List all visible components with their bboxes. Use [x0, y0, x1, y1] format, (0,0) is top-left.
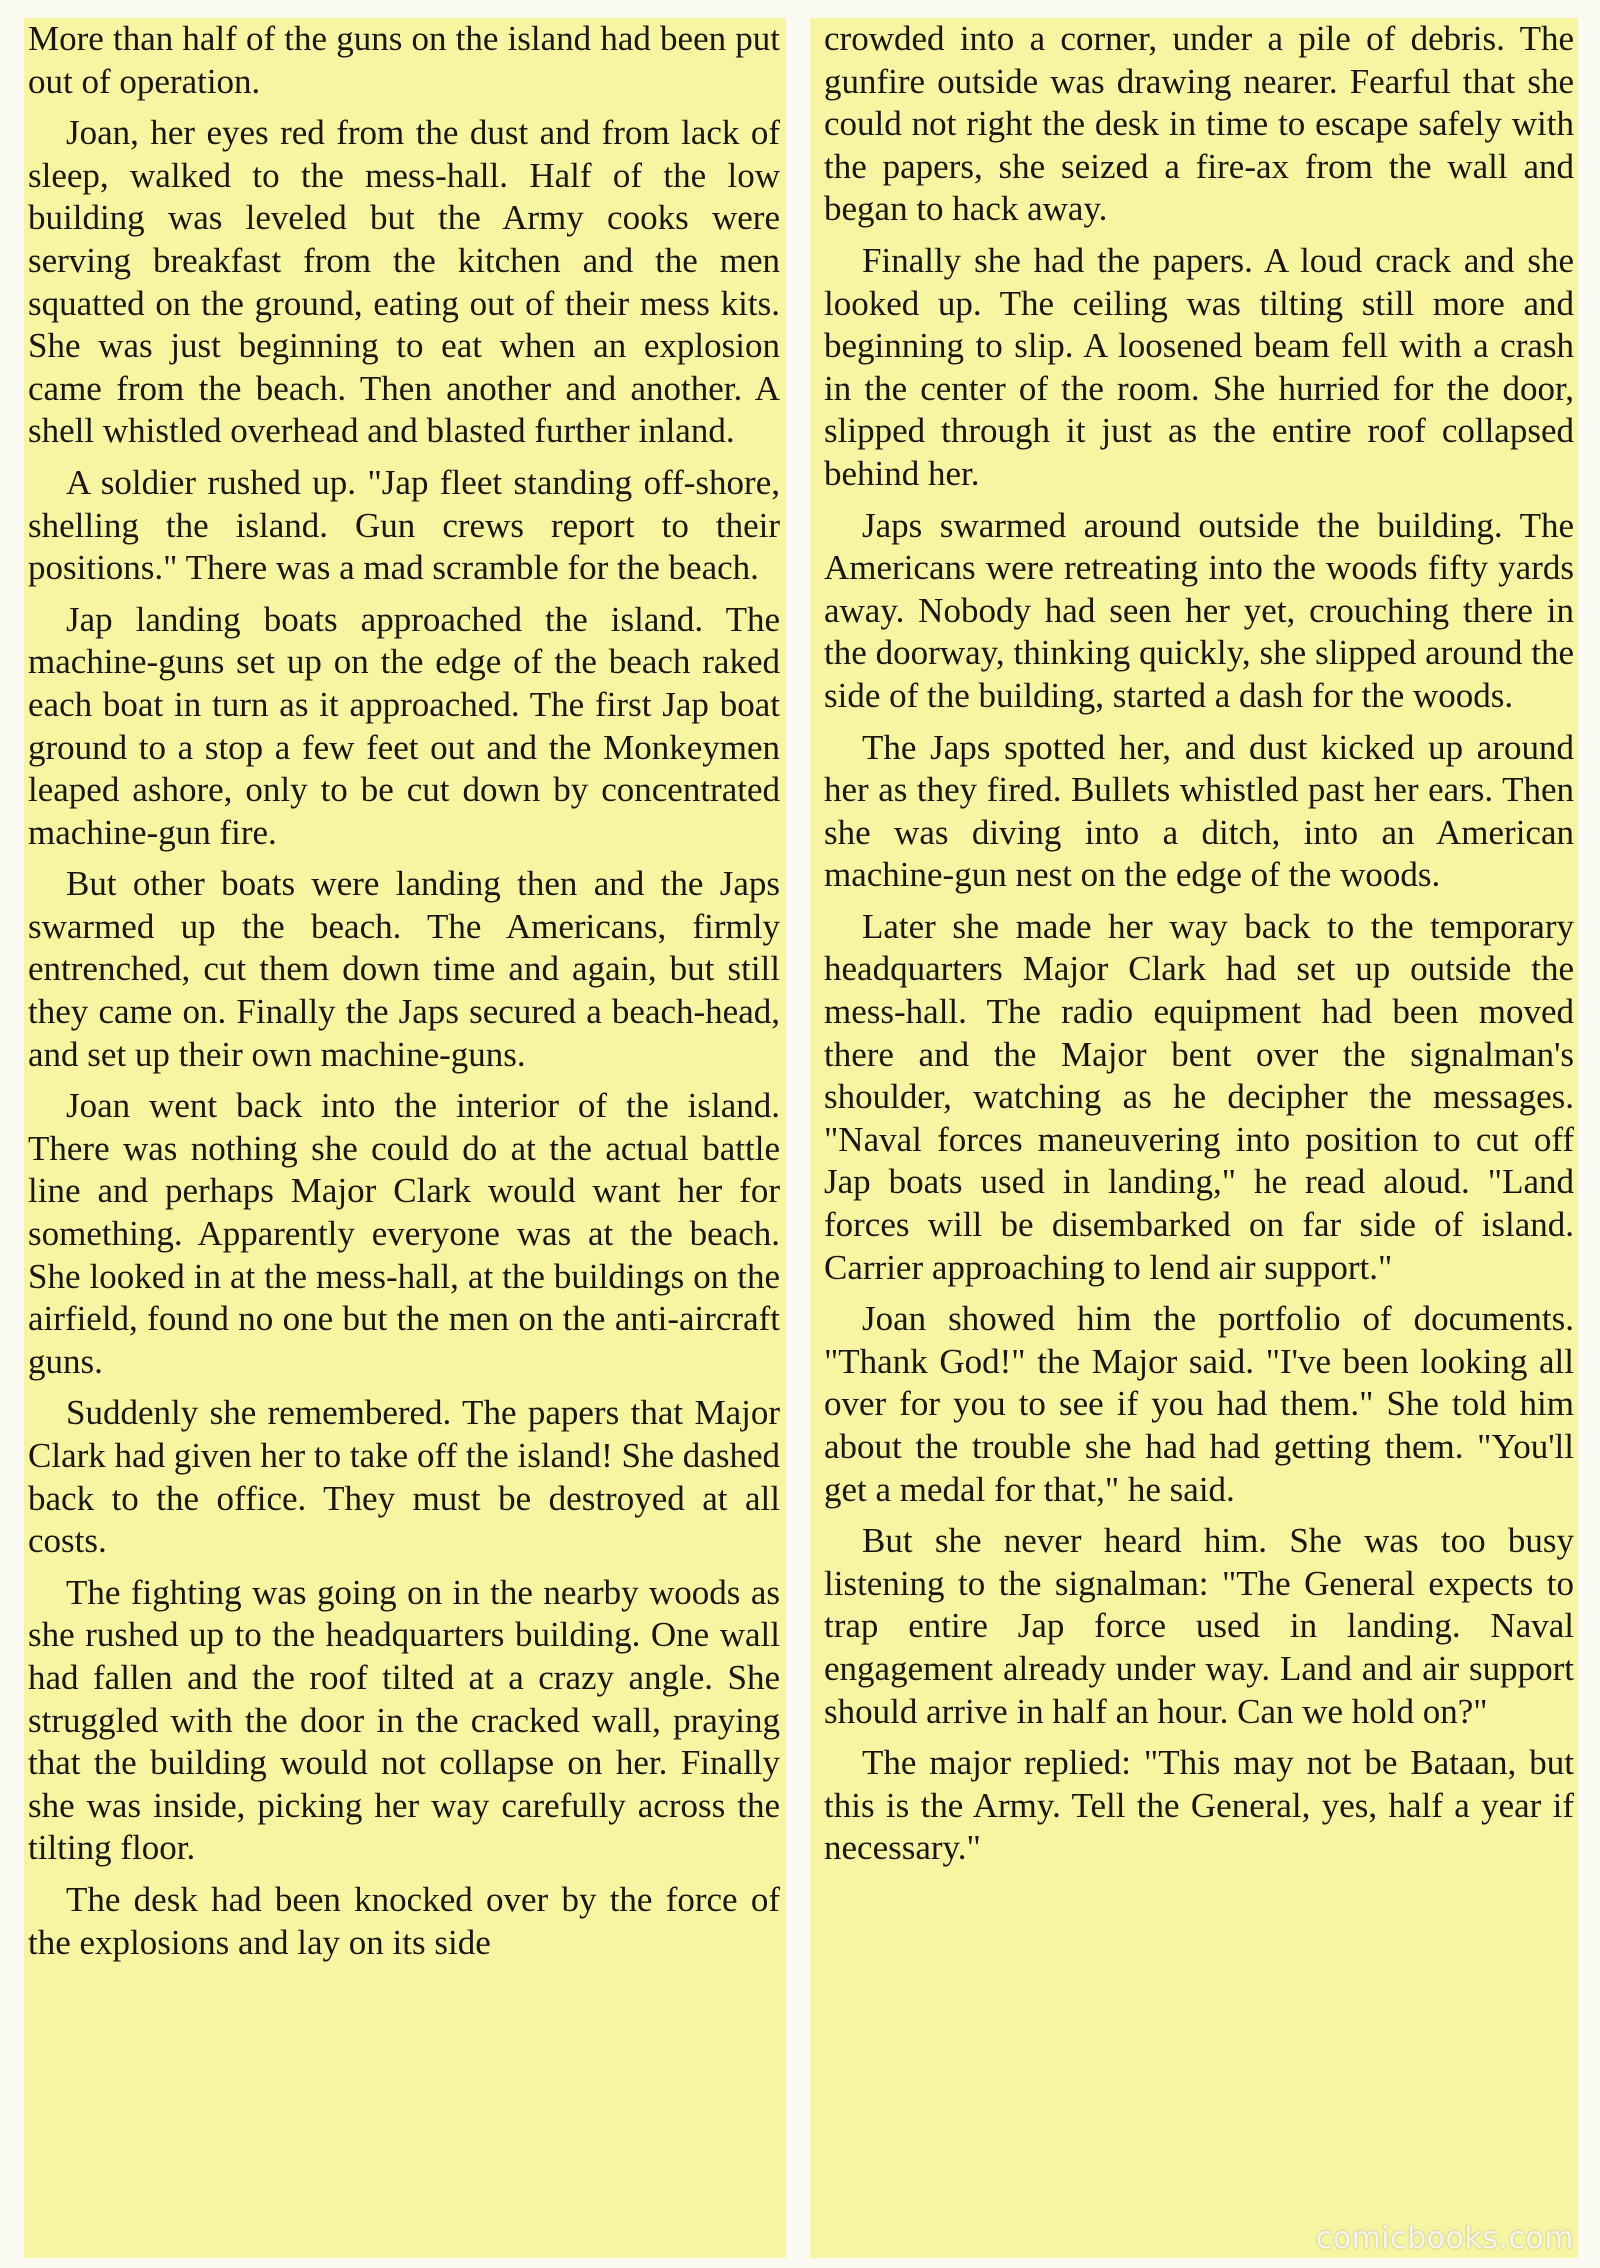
paragraph: Jap landing boats approached the island. The machine-guns set up on the edge of the beach raked each boat in turn as it approached. The first Jap boat ground to a stop a few feet out and the Monkeymen leaped ashore, only to be cut down by concentrated machine-gun fire. [28, 599, 780, 852]
paragraph: Joan, her eyes red from the dust and from lack of sleep, walked to the mess-hall. Half of the low building was leveled but the Army cooks were serving breakfast from the kitchen and the men squatted on the ground, eating out of their mess kits. She was just beginning to eat when an explosion came from the beach. Then another and another. A shell whistled overhead and blasted further inland. [28, 113, 780, 451]
right-text-column [810, 18, 1578, 2258]
paragraph: Finally she had the papers. A loud crack and she looked up. The ceiling was tilting still more and beginning to slip. A loosened beam fell with a crash in the center of the room. She hurried for the door, slipped through it just as the entire roof collapsed behind her. [824, 240, 1574, 493]
paragraph: The Japs spotted her, and dust kicked up around her as they fired. Bullets whistled past her ears. Then she was diving into a ditch, into an American machine-gun nest on the edge of the woods. [824, 727, 1574, 895]
paragraph: But other boats were landing then and the Japs swarmed up the beach. The Americans, firmly entrenched, cut them down time and again, but still they came on. Finally the Japs secured a beach-head, and set up their own machine-guns. [28, 864, 780, 1074]
paragraph: crowded into a corner, under a pile of debris. The gunfire outside was drawing nearer. Fearful that she could not right the desk in time to escape safely with the papers, she seized a fire-ax from the wall and began to hack away. [824, 19, 1574, 229]
paragraph: Joan showed him the portfolio of documents. "Thank God!" the Major said. "I've been looking all over for you to see if you had them." She told him about the trouble she had had getting them. "You'll get a medal for that," he said. [824, 1299, 1574, 1509]
paragraph: Suddenly she remembered. The papers that Major Clark had given her to take off the island! She dashed back to the office. They must be destroyed at all costs. [28, 1393, 780, 1561]
paragraph: More than half of the guns on the island had been put out of operation. [28, 19, 780, 101]
left-text-column [24, 18, 786, 2258]
paragraph: The major replied: "This may not be Bataan, but this is the Army. Tell the General, yes, half a year if necessary." [824, 1743, 1574, 1868]
paragraph: Later she made her way back to the temporary headquarters Major Clark had set up outside the mess-hall. The radio equipment had been moved there and the Major bent over the signalman's shoulder, watching as he decipher the messages. "Naval forces maneuvering into position to cut off Jap boats used in landing," he read aloud. "Land forces will be disembarked on far side of island. Carrier approaching to lend air support." [824, 906, 1574, 1287]
column-gutter [786, 18, 810, 2258]
paragraph: A soldier rushed up. "Jap fleet standing off-shore, shelling the island. Gun crews report to their positions." There was a mad scramble for the beach. [28, 462, 780, 588]
site-watermark: comicbooks.com [1315, 2221, 1574, 2256]
paragraph: Japs swarmed around outside the building. The Americans were retreating into the woods fifty yards away. Nobody had seen her yet, crouching there in the doorway, thinking quickly, she slipped around the side of the building, started a dash for the woods. [824, 505, 1574, 715]
paragraph: Joan went back into the interior of the island. There was nothing she could do at the actual battle line and perhaps Major Clark would want her for something. Apparently everyone was at the beach. She looked in at the mess-hall, at the buildings on the airfield, found no one but the men on the anti-aircraft guns. [28, 1086, 780, 1381]
paragraph: The desk had been knocked over by the force of the explosions and lay on its side [28, 1879, 780, 1962]
paragraph: The fighting was going on in the nearby woods as she rushed up to the headquarters building. One wall had fallen and the roof tilted at a crazy angle. She struggled with the door in the cracked wall, praying that the building would not collapse on her. Finally she was inside, picking her way carefully across the tilting floor. [28, 1572, 780, 1868]
paragraph: But she never heard him. She was too busy listening to the signalman: "The General expects to trap entire Jap force used in landing. Naval engagement already under way. Land and air support should arrive in half an hour. Can we hold on?" [824, 1521, 1574, 1731]
